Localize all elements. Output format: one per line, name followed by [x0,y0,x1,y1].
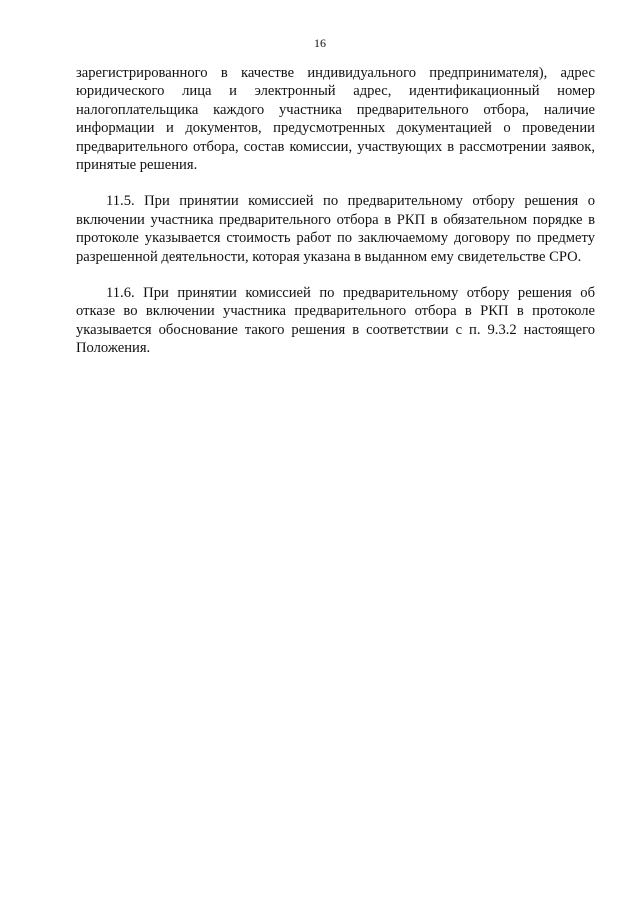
paragraph-11-6: 11.6. При принятии комиссией по предварительному отбору решения об отказе во включении участника предварительного отбора в РКП в протоколе указывается обоснование такого решения в соответствии с п. 9.3.2 настоящего Положения. [76,285,595,357]
paragraph-continuation: зарегистрированного в качестве индивидуального предпринимателя), адрес юридического лица и электронный адрес, идентификационный номер налогоплательщика каждого участника предварительного отбора, наличие информации и документов, предусмотренных документацией о проведении предварительного отбора, состав комиссии, участвующих в рассмотрении заявок, принятые решения. [76,65,595,174]
paragraph-11-5: 11.5. При принятии комиссией по предварительному отбору решения о включении участника предварительного отбора в РКП в обязательном порядке в протоколе указывается стоимость работ по заключаемому договору по предмету разрешенной деятельности, которая указана в выданном ему свидетельстве СРО. [76,193,595,265]
document-body [76,64,595,376]
page-number: 16 [314,36,326,50]
